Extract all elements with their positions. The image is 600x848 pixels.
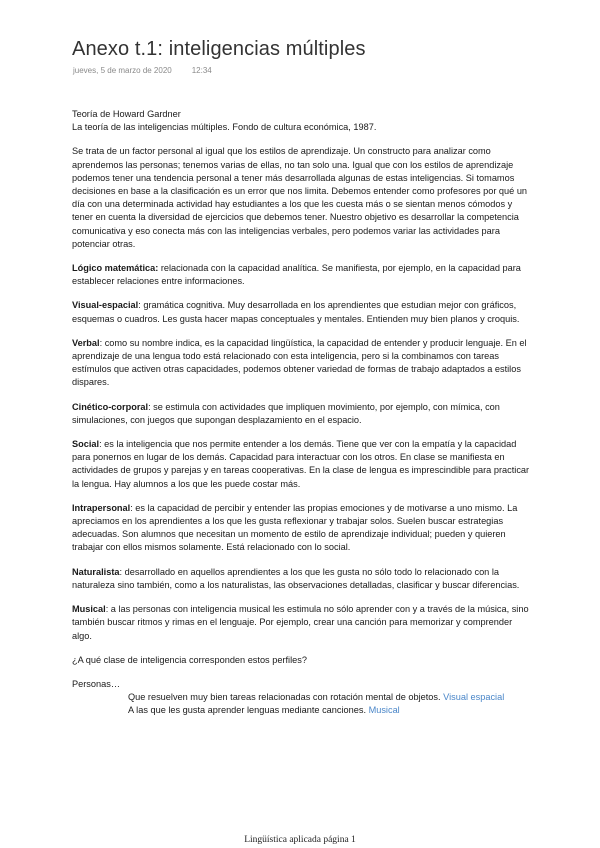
intelligence-paragraph: [72, 603, 532, 643]
page-time: 12:34: [191, 66, 212, 75]
profile-item: [72, 704, 532, 717]
intelligence-paragraph: [72, 337, 532, 390]
intelligence-term: Lógico matemática:: [72, 263, 159, 274]
intelligence-description: : desarrollado en aquellos aprendientes a los que les gusta no sólo todo lo relacionado con la naturaleza sino también, como a los naturalistas, las observaciones detalladas, clasificar y buscar diferencias.: [72, 566, 520, 590]
intelligence-paragraph: [72, 502, 532, 555]
intelligence-description: relacionada con la capacidad analítica. Se manifiesta, por ejemplo, en la capacidad para establecer relaciones entre informaciones.: [72, 263, 521, 287]
profile-answer: Visual espacial: [443, 692, 505, 703]
intelligence-paragraph: [72, 299, 532, 325]
intelligence-description: : es la inteligencia que nos permite entender a los demás. Tiene que ver con la empatía y la capacidad para ponernos en lugar de los demás. Capacidad para interactuar con los otros. En clase se manifiesta en actividades de grupos y parejas y en tareas cooperativas. En la clase de lengua es imprescindible para practicar la lengua. Hay alumnos a los que les puede costar más.: [72, 439, 530, 489]
question: ¿A qué clase de inteligencia corresponden estos perfiles?: [72, 654, 307, 665]
intelligence-term: Cinético-corporal: [72, 401, 149, 412]
intelligence-paragraph: [72, 438, 532, 491]
page-footer: Lingüística aplicada página 1: [244, 835, 356, 845]
intelligence-description: : se estimula con actividades que impliquen movimiento, por ejemplo, con mímica, con simulaciones, con juegos que supongan desplazamiento en el espacio.: [72, 401, 500, 425]
intelligence-description: : a las personas con inteligencia musical les estimula no sólo aprender con y a través de la música, sino también buscar ritmos y rimas en el lenguaje. Por ejemplo, crear una canción para memorizar y comprender algo.: [72, 604, 529, 641]
intelligence-term: Musical: [72, 604, 106, 615]
profile-item: [72, 691, 532, 704]
page-title: Anexo t.1: inteligencias múltiples: [72, 38, 366, 60]
source-author: Teoría de Howard Gardner: [72, 109, 181, 119]
intelligence-description: : gramática cognitiva. Muy desarrollada en los aprendientes que estudian mejor con gráficos, esquemas o cuadros. Les gusta hacer mapas conceptuales y mentales. Entienden muy bien planos y croquis.: [72, 300, 520, 324]
profile-text: A las que les gusta aprender lenguas mediante canciones.: [128, 705, 369, 716]
intelligence-term: Social: [72, 439, 100, 450]
intelligence-paragraph: [72, 401, 532, 427]
intelligence-term: Verbal: [72, 337, 100, 348]
intelligence-term: Visual-espacial: [72, 300, 139, 311]
intelligence-term: Intrapersonal: [72, 502, 131, 513]
source-reference: La teoría de las inteligencias múltiples. Fondo de cultura económica, 1987.: [72, 122, 377, 133]
intro-paragraph: Se trata de un factor personal al igual que los estilos de aprendizaje. Un constructo para analizar como aprendemos las personas; tenemos varias de ellas, no tan solo una. Igual que con los estilos de aprendizaje podemos tener una tendencia personal a tener más desarrollada algunas de estas inteligencias. Si tomamos decisiones en base a la clasificación es un error que nos limita. Debemos entender como profesores por qué un día con una determinada actividad hay estudiantes a los que les cuesta más o se sientan menos cómodos y tener en cuenta la diversidad de ejercicios que debemos tener. Nuestro objetivo es desarrollar la competencia comunicativa y eso conecta más con las inteligencias verbales, pero podemos variar las actividades para potenciar otras.: [72, 146, 528, 249]
profile-answer: Musical: [368, 705, 400, 716]
intelligence-description: : es la capacidad de percibir y entender las propias emociones y de motivarse a uno mismo. La apreciamos en los aprendientes a los que les gusta reflexionar y trabajar solos. Suelen buscar estrategias adecuadas. Son alumnos que necesitan un momento de estilo de aprendizaje individual; pueden y quieren trabajar con ellos mismos solamente. Está relacionado con lo social.: [72, 502, 518, 553]
page-meta: [73, 66, 212, 75]
intelligence-paragraph: [72, 566, 532, 592]
page-content: [72, 108, 532, 718]
intelligence-description: : como su nombre indica, es la capacidad lingüística, la capacidad de entender y producir lenguaje. En el aprendizaje de una lengua todo está relacionado con esta inteligencia, pero si la combinamos con tareas estímulos que activen otras capacidades, podemos obtener variedad de formas de trabajo adaptados a estilos dispares.: [72, 337, 527, 388]
intelligence-term: Naturalista: [72, 566, 120, 577]
intelligence-paragraph: [72, 262, 532, 288]
profile-text: Que resuelven muy bien tareas relacionadas con rotación mental de objetos.: [128, 692, 444, 703]
personas-label: Personas…: [72, 678, 121, 689]
page-date: jueves, 5 de marzo de 2020: [73, 66, 172, 75]
